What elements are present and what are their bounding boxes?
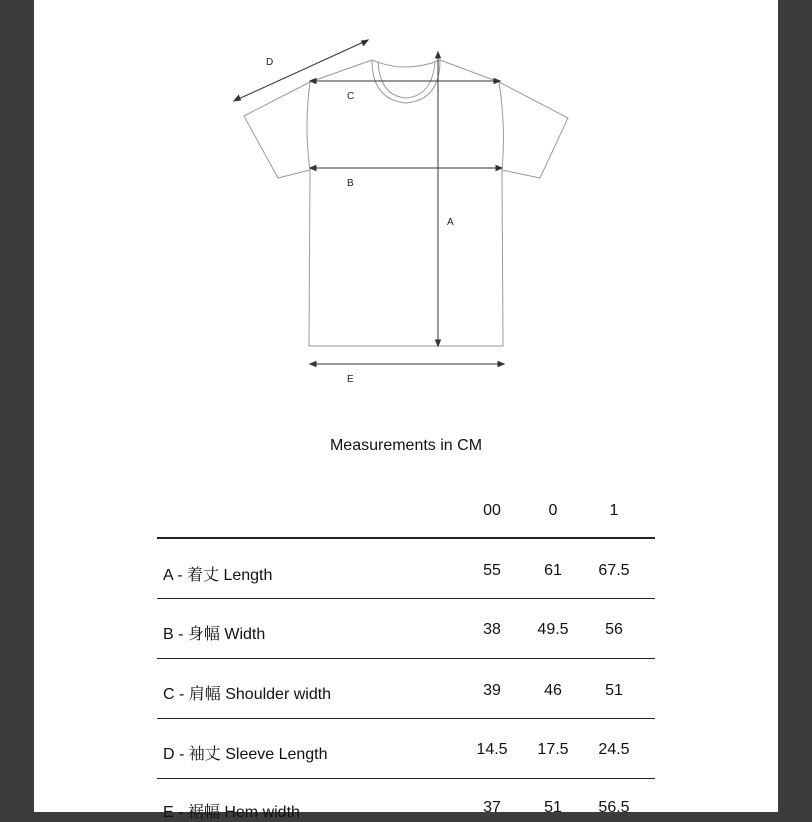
table-cell: 39 [483, 682, 501, 699]
table-cell: 37 [483, 799, 501, 816]
column-header: 00 [483, 502, 501, 519]
column-header: 0 [548, 502, 558, 519]
label-d: D [266, 57, 274, 68]
row-divider [157, 598, 655, 599]
label-b: B [347, 178, 354, 189]
table-cell: 38 [483, 621, 501, 638]
document-page [34, 0, 778, 821]
header-rule [157, 537, 655, 539]
table-cell: 56.5 [598, 799, 630, 816]
row-label: B - 身幅 Width [163, 626, 266, 643]
label-a: A [447, 217, 454, 228]
row-label: C - 肩幅 Shoulder width [163, 686, 332, 703]
table-cell: 49.5 [537, 621, 569, 638]
row-divider [157, 778, 655, 779]
table-cell: 56 [605, 621, 623, 638]
measurements-title: Measurements in CM [329, 437, 483, 454]
table-cell: 46 [544, 682, 562, 699]
tshirt-diagram [34, 0, 778, 400]
row-label: A - 着丈 Length [163, 567, 273, 584]
row-divider [157, 718, 655, 719]
table-cell: 24.5 [598, 741, 630, 758]
table-cell: 17.5 [537, 741, 569, 758]
row-divider [157, 658, 655, 659]
label-c: C [347, 91, 355, 102]
table-cell: 14.5 [476, 741, 508, 758]
table-cell: 67.5 [598, 562, 630, 579]
column-header: 1 [609, 502, 619, 519]
table-cell: 55 [483, 562, 501, 579]
row-label: D - 袖丈 Sleeve Length [163, 746, 328, 763]
label-e: E [347, 374, 354, 385]
table-cell: 61 [544, 562, 562, 579]
row-label: E - 裾幅 Hem width [163, 804, 300, 821]
tshirt-collar [372, 60, 440, 67]
table-cell: 51 [605, 682, 623, 699]
table-cell: 51 [544, 799, 562, 816]
